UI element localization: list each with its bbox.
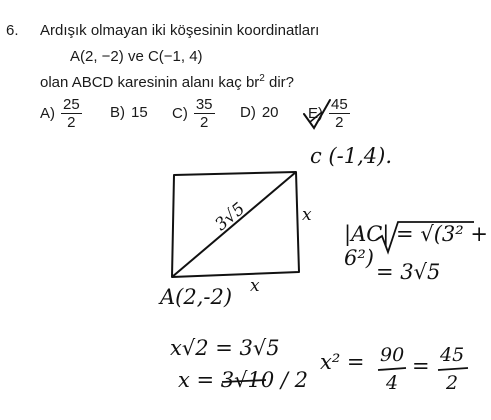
option-a-letter: A) (40, 105, 55, 122)
label-point-a: A(2,-2) (160, 285, 233, 309)
option-d-letter: D) (240, 104, 256, 121)
label-point-c: c (-1,4). (310, 144, 392, 168)
unit-exponent: 2 (259, 73, 265, 84)
option-c-num: 35 (195, 96, 213, 113)
eq3-rhs-fraction-bar (438, 368, 468, 370)
question-number: 6. (6, 22, 19, 39)
question-line-3-text: olan ABCD karesinin alanı kaç br (40, 74, 260, 91)
option-d-value: 20 (261, 104, 279, 121)
equation-3-equals: = (412, 354, 430, 378)
ac-formula: |AC| = √(3² + 6²) (344, 222, 488, 270)
eq3-mid-fraction-bar (378, 368, 406, 370)
label-side-bottom: x (250, 276, 260, 296)
option-a-num: 25 (63, 96, 80, 113)
ac-result: = 3√5 (376, 260, 441, 284)
option-e-den: 2 (335, 114, 344, 131)
equation-3-rhs-den: 2 (446, 372, 459, 394)
equation-2: x = 3√10 / 2 (178, 368, 309, 392)
option-e-letter: E) (308, 105, 323, 122)
question-line-1: Ardışık olmayan iki köşesinin koordinatları (40, 22, 320, 39)
option-b-letter: B) (110, 104, 125, 121)
option-c-den: 2 (200, 114, 209, 131)
label-diagonal: 3√5 (211, 198, 250, 236)
option-e-num: 45 (331, 96, 348, 113)
equation-3-rhs-num: 45 (440, 344, 465, 366)
equation-3-lhs: x² = (320, 350, 365, 374)
option-b-value: 15 (131, 104, 148, 121)
label-side-right: x (302, 205, 312, 225)
question-line-3-end: dir? (264, 74, 295, 91)
option-c-letter: C) (172, 105, 188, 122)
question-line-2: A(2, −2) ve C(−1, 4) (70, 48, 203, 65)
equation-3-mid-den: 4 (386, 372, 399, 394)
answer-check-mark (304, 100, 330, 128)
option-a-den: 2 (67, 114, 76, 131)
equation-3-mid-num: 90 (380, 344, 405, 366)
equation-1: x√2 = 3√5 (170, 336, 280, 360)
